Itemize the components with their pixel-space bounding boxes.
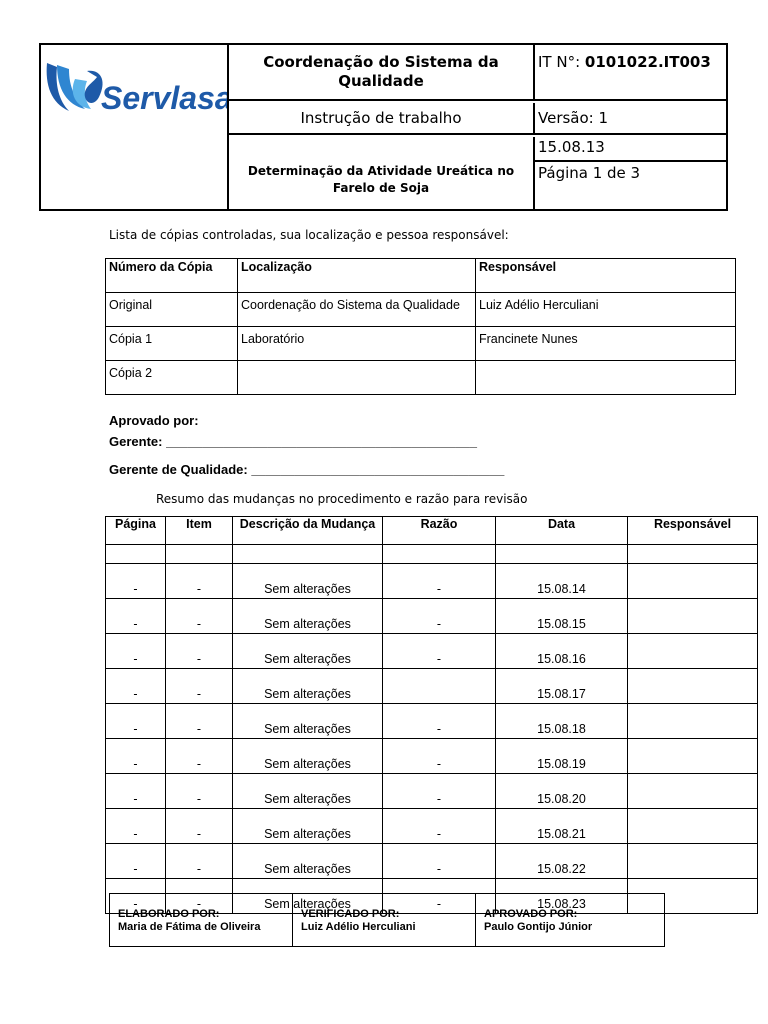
changes-summary-title: Resumo das mudanças no procedimento e razão para revisão <box>156 492 528 506</box>
table-row <box>106 669 758 704</box>
table-row <box>106 327 736 361</box>
table-header-row <box>106 259 736 293</box>
table-row <box>106 361 736 395</box>
cell <box>628 599 758 634</box>
cell <box>628 564 758 599</box>
cell: - <box>383 704 496 739</box>
table-header-row <box>106 517 758 545</box>
copies-intro: Lista de cópias controladas, sua localização e pessoa responsável: <box>109 228 509 242</box>
cell: Luiz Adélio Herculiani <box>476 293 736 327</box>
cell <box>628 704 758 739</box>
cell: Cópia 2 <box>106 361 238 395</box>
approved-by-label: Aprovado por: <box>109 413 199 428</box>
cell: - <box>383 599 496 634</box>
cell: - <box>106 599 166 634</box>
cell <box>383 669 496 704</box>
cell: - <box>166 669 233 704</box>
table-row <box>106 293 736 327</box>
cell: - <box>166 599 233 634</box>
cell: Coordenação do Sistema da Qualidade <box>238 293 476 327</box>
it-number: 0101022.IT003 <box>584 53 711 71</box>
cell: Francinete Nunes <box>476 327 736 361</box>
table-row <box>106 844 758 879</box>
cell <box>628 844 758 879</box>
approved-by-name: Paulo Gontijo Júnior <box>484 921 593 933</box>
it-label: IT N°: <box>538 53 585 71</box>
signature-block <box>109 893 665 947</box>
cell <box>238 361 476 395</box>
cell: Sem alterações <box>233 669 383 704</box>
revision-changes-table <box>105 516 758 914</box>
table-row <box>106 564 758 599</box>
verified-by-label: VERIFICADO POR: <box>301 908 400 920</box>
cell: - <box>383 809 496 844</box>
cell: 15.08.15 <box>496 599 628 634</box>
cell: - <box>383 739 496 774</box>
cell: Sem alterações <box>233 634 383 669</box>
cell: 15.08.23 <box>496 879 628 914</box>
servlasa-logo-icon <box>41 45 227 209</box>
table-row <box>106 774 758 809</box>
instruction-label: Instrução de trabalho <box>229 103 535 135</box>
cell: - <box>106 634 166 669</box>
col-description: Descrição da Mudança <box>233 517 383 545</box>
cell: 15.08.21 <box>496 809 628 844</box>
cell: - <box>383 844 496 879</box>
cell: - <box>166 879 233 914</box>
cell <box>628 809 758 844</box>
cell <box>628 774 758 809</box>
cell: 15.08.18 <box>496 704 628 739</box>
cell: 15.08.14 <box>496 564 628 599</box>
cell: Sem alterações <box>233 774 383 809</box>
cell: Sem alterações <box>233 704 383 739</box>
col-copy-number: Número da Cópia <box>106 259 238 293</box>
col-responsible: Responsável <box>628 517 758 545</box>
cell: Sem alterações <box>233 564 383 599</box>
verified-by-name: Luiz Adélio Herculiani <box>301 921 416 933</box>
issue-date: 15.08.13 <box>535 137 728 162</box>
col-item: Item <box>166 517 233 545</box>
table-row <box>106 809 758 844</box>
version-label: Versão: 1 <box>535 103 728 135</box>
table-row <box>106 599 758 634</box>
cell: - <box>166 564 233 599</box>
cell: 15.08.16 <box>496 634 628 669</box>
col-reason: Razão <box>383 517 496 545</box>
cell: - <box>166 774 233 809</box>
cell: - <box>383 634 496 669</box>
quality-manager-signature-line: Gerente de Qualidade: ___________________________________ <box>109 462 505 477</box>
document-subject: Determinação da Atividade Ureática no Farelo de Soja <box>229 137 535 209</box>
signature-row <box>110 894 665 947</box>
page-indicator: Página 1 de 3 <box>538 164 641 182</box>
cell: - <box>106 669 166 704</box>
cell: - <box>106 564 166 599</box>
cell: - <box>166 634 233 669</box>
cell: - <box>166 739 233 774</box>
cell: Sem alterações <box>233 879 383 914</box>
cell: 15.08.19 <box>496 739 628 774</box>
cell: - <box>106 704 166 739</box>
cell: 15.08.20 <box>496 774 628 809</box>
cell: Sem alterações <box>233 599 383 634</box>
cell: - <box>106 844 166 879</box>
verified-by <box>293 894 476 947</box>
cell: - <box>383 774 496 809</box>
col-responsible: Responsável <box>476 259 736 293</box>
col-page: Página <box>106 517 166 545</box>
cell <box>476 361 736 395</box>
cell: Sem alterações <box>233 739 383 774</box>
company-logo <box>41 45 229 209</box>
cell: 15.08.17 <box>496 669 628 704</box>
cell: - <box>106 879 166 914</box>
cell: Sem alterações <box>233 809 383 844</box>
cell <box>628 669 758 704</box>
table-row <box>106 739 758 774</box>
cell: Sem alterações <box>233 844 383 879</box>
approved-by <box>476 894 665 947</box>
col-location: Localização <box>238 259 476 293</box>
elaborated-by-label: ELABORADO POR: <box>118 908 220 920</box>
table-row <box>106 704 758 739</box>
cell: - <box>106 809 166 844</box>
cell: 15.08.22 <box>496 844 628 879</box>
col-date: Data <box>496 517 628 545</box>
cell <box>628 739 758 774</box>
manager-signature-line: Gerente: ___________________________________________ <box>109 434 477 449</box>
controlled-copies-table <box>105 258 736 395</box>
cell: - <box>106 739 166 774</box>
it-number-cell <box>535 45 728 101</box>
elaborated-by-name: Maria de Fátima de Oliveira <box>118 921 261 933</box>
table-row <box>106 545 758 564</box>
elaborated-by <box>110 894 293 947</box>
cell: - <box>106 774 166 809</box>
logo-text: Servlasa <box>101 80 227 116</box>
cell: - <box>166 704 233 739</box>
cell: - <box>166 809 233 844</box>
changes-body <box>106 564 758 914</box>
cell <box>628 634 758 669</box>
cell: - <box>383 564 496 599</box>
document-header <box>39 43 728 211</box>
cell: Original <box>106 293 238 327</box>
approved-by-sign-label: APROVADO POR: <box>484 908 578 920</box>
table-row <box>106 634 758 669</box>
cell: - <box>166 844 233 879</box>
cell: Cópia 1 <box>106 327 238 361</box>
header-title: Coordenação do Sistema da Qualidade <box>229 45 535 101</box>
cell: Laboratório <box>238 327 476 361</box>
cell: - <box>383 879 496 914</box>
